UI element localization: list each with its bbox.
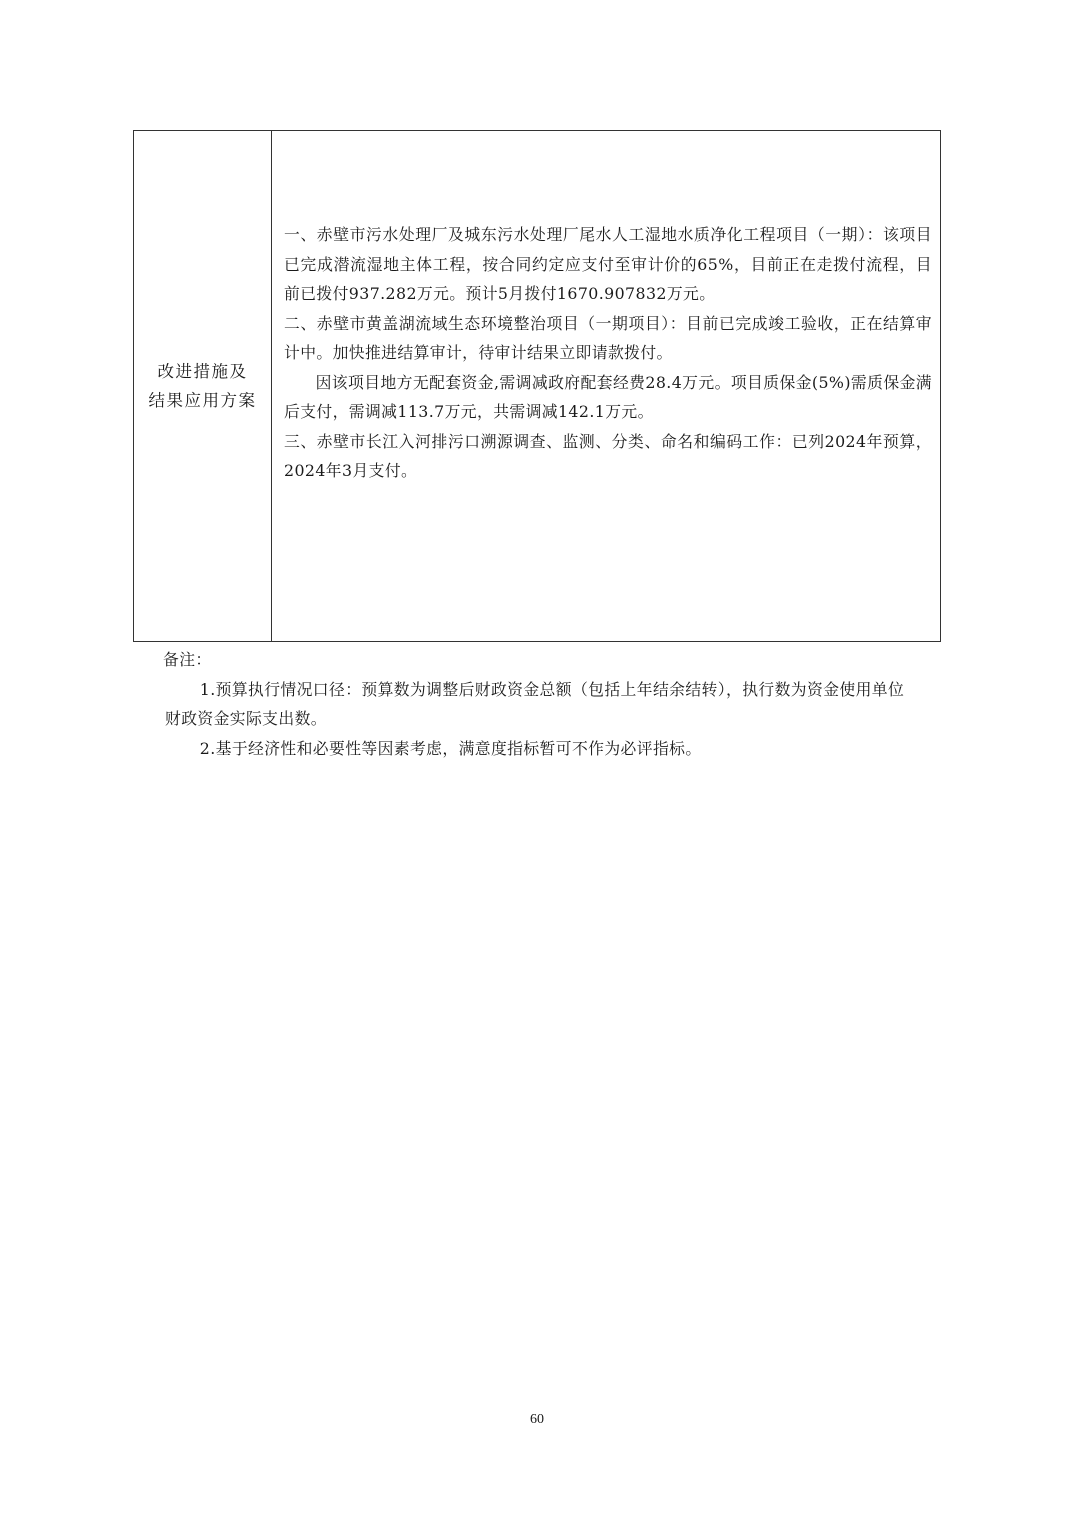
notes-section — [133, 645, 913, 763]
note-item-1: 1.预算执行情况口径：预算数为调整后财政资金总额（包括上年结余结转），执行数为资金使用单位财政资金实际支出数。 — [165, 679, 905, 728]
paragraph-3: 因该项目地方无配套资金,需调减政府配套经费28.4万元。项目质保金(5%)需质保金满后支付，需调减113.7万元，共需调减142.1万元。 — [284, 372, 932, 421]
note-item-2: 2.基于经济性和必要性等因素考虑，满意度指标暂可不作为必评指标。 — [199, 738, 702, 758]
label-line-1: 改进措施及 — [157, 362, 248, 381]
page-number: 60 — [530, 1412, 544, 1427]
label-line-2: 结果应用方案 — [148, 391, 257, 410]
notes-title: 备注： — [163, 650, 212, 669]
content-cell — [272, 131, 940, 641]
paragraph-4: 三、赤壁市长江入河排污口溯源调查、监测、分类、命名和编码工作：已列2024年预算，2024年3月支付。 — [284, 431, 932, 480]
improvement-table — [133, 130, 941, 642]
label-cell — [134, 131, 272, 641]
paragraph-1: 一、赤壁市污水处理厂及城东污水处理厂尾水人工湿地水质净化工程项目（一期）：该项目已完成潜流湿地主体工程，按合同约定应支付至审计价的65%，目前正在走拨付流程，目前已拨付937.282万元。预计5月拨付1670.907832万元。 — [284, 225, 932, 303]
paragraph-2: 二、赤壁市黄盖湖流域生态环境整治项目（一期项目）：目前已完成竣工验收，正在结算审计中。加快推进结算审计，待审计结果立即请款拨付。 — [284, 313, 932, 362]
